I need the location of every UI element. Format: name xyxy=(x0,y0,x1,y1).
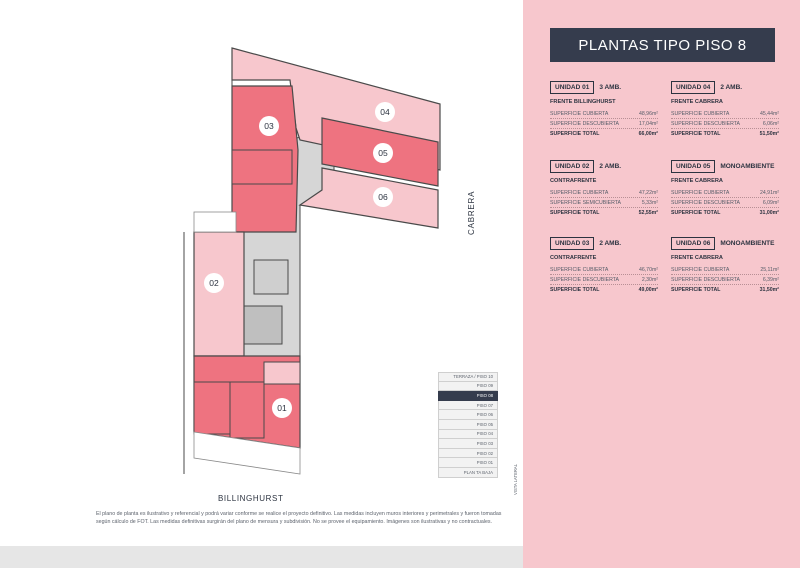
unit-front: CONTRAFRENTE xyxy=(550,255,597,261)
unit-card-01 xyxy=(550,80,658,139)
unit-rooms: MONOAMBIENTE xyxy=(720,239,775,247)
unit-rooms: 2 AMB. xyxy=(720,83,743,91)
unit-front: FRENTE CABRERA xyxy=(671,178,723,184)
unit-id: UNIDAD 01 xyxy=(550,81,594,94)
unit-01-room-b xyxy=(230,382,264,438)
unit-02-balcony xyxy=(194,212,236,232)
unit-total: SUPERFICIE TOTAL 51,50m² xyxy=(671,131,779,137)
svg-text:04: 04 xyxy=(380,107,390,117)
unit-card-02 xyxy=(550,159,658,218)
unit-id: UNIDAD 03 xyxy=(550,237,594,250)
unit-label-04 xyxy=(375,102,395,122)
svg-text:03: 03 xyxy=(264,121,274,131)
floor-item[interactable]: PISO 07 xyxy=(438,401,498,411)
unit-row: SUPERFICIE SEMICUBIERTA 5,33m² xyxy=(550,198,658,208)
unit-total: SUPERFICIE TOTAL 31,50m² xyxy=(671,287,779,293)
unit-total: SUPERFICIE TOTAL 52,55m² xyxy=(550,210,658,216)
unit-01-room-a xyxy=(194,382,230,434)
unit-front: FRENTE CABRERA xyxy=(671,99,723,105)
floor-item[interactable]: PISO 02 xyxy=(438,449,498,459)
unit-02-area xyxy=(194,232,244,356)
unit-row: SUPERFICIE DESCUBIERTA 2,30m² xyxy=(550,275,658,285)
floor-selector xyxy=(438,372,498,478)
svg-text:05: 05 xyxy=(378,148,388,158)
unit-rooms: MONOAMBIENTE xyxy=(720,162,775,170)
floor-item[interactable]: PISO 03 xyxy=(438,439,498,449)
unit-row: SUPERFICIE CUBIERTA 45,44m² xyxy=(671,109,779,119)
street-label-cabrera: CABRERA xyxy=(467,190,476,235)
floor-item[interactable]: PISO 06 xyxy=(438,410,498,420)
unit-label-06 xyxy=(373,187,393,207)
unit-card-06 xyxy=(671,236,779,295)
page-title: PLANTAS TIPO PISO 8 xyxy=(550,28,775,62)
floor-item[interactable]: PLAN TA BAJA xyxy=(438,468,498,478)
unit-card-03 xyxy=(550,236,658,295)
unit-id: UNIDAD 06 xyxy=(671,237,715,250)
unit-rooms: 3 AMB. xyxy=(599,83,622,91)
unit-row: SUPERFICIE CUBIERTA 25,11m² xyxy=(671,265,779,275)
unit-rooms: 2 AMB. xyxy=(599,162,622,170)
unit-id: UNIDAD 04 xyxy=(671,81,715,94)
unit-total: SUPERFICIE TOTAL 49,00m² xyxy=(550,287,658,293)
svg-text:02: 02 xyxy=(209,278,219,288)
unit-card-04 xyxy=(671,80,779,139)
unit-03-room xyxy=(232,150,292,184)
unit-row: SUPERFICIE CUBIERTA 48,96m² xyxy=(550,109,658,119)
unit-label-05 xyxy=(373,143,393,163)
unit-row: SUPERFICIE CUBIERTA 24,91m² xyxy=(671,188,779,198)
unit-row: SUPERFICIE DESCUBIERTA 6,09m² xyxy=(671,198,779,208)
floor-item[interactable]: PISO 01 xyxy=(438,458,498,468)
unit-row: SUPERFICIE CUBIERTA 47,22m² xyxy=(550,188,658,198)
unit-front: FRENTE BILLINGHURST xyxy=(550,99,616,105)
unit-id: UNIDAD 05 xyxy=(671,160,715,173)
floor-item[interactable]: PISO 04 xyxy=(438,430,498,440)
elevator xyxy=(254,260,288,294)
side-view-label: VISTA LATERAL xyxy=(513,463,518,495)
unit-front: CONTRAFRENTE xyxy=(550,178,597,184)
street-label-billinghurst: BILLINGHURST xyxy=(218,494,284,503)
disclaimer-text: El plano de planta es ilustrativo y referencial y podrá variar conforme se realice el proyecto definitivo. Las medidas incluyen muros interiores y perimetrales y fueron tomadas según cálculo de FOT. Las medidas definitivas surgirán del plano de mensura y subdivisión. No se provee el equipamiento. Imágenes son ilustrativas y no contractuales. xyxy=(96,511,502,525)
floor-item[interactable]: PISO 09 xyxy=(438,382,498,392)
svg-text:06: 06 xyxy=(378,192,388,202)
footer-band xyxy=(0,546,523,568)
unit-card-05 xyxy=(671,159,779,218)
unit-row: SUPERFICIE DESCUBIERTA 6,39m² xyxy=(671,275,779,285)
svg-text:01: 01 xyxy=(277,403,287,413)
unit-label-02 xyxy=(204,273,224,293)
unit-total: SUPERFICIE TOTAL 31,00m² xyxy=(671,210,779,216)
floor-item[interactable]: TERRAZA / PISO 10 xyxy=(438,372,498,382)
unit-row: SUPERFICIE CUBIERTA 46,70m² xyxy=(550,265,658,275)
unit-row: SUPERFICIE DESCUBIERTA 6,06m² xyxy=(671,119,779,129)
unit-01-terrace xyxy=(264,362,300,384)
floor-item[interactable]: PISO 05 xyxy=(438,420,498,430)
floor-item-active[interactable]: PISO 08 xyxy=(438,391,498,401)
unit-rooms: 2 AMB. xyxy=(599,239,622,247)
unit-row: SUPERFICIE DESCUBIERTA 17,04m² xyxy=(550,119,658,129)
unit-front: FRENTE CABRERA xyxy=(671,255,723,261)
unit-id: UNIDAD 02 xyxy=(550,160,594,173)
unit-label-01 xyxy=(272,398,292,418)
unit-total: SUPERFICIE TOTAL 66,00m² xyxy=(550,131,658,137)
unit-label-03 xyxy=(259,116,279,136)
